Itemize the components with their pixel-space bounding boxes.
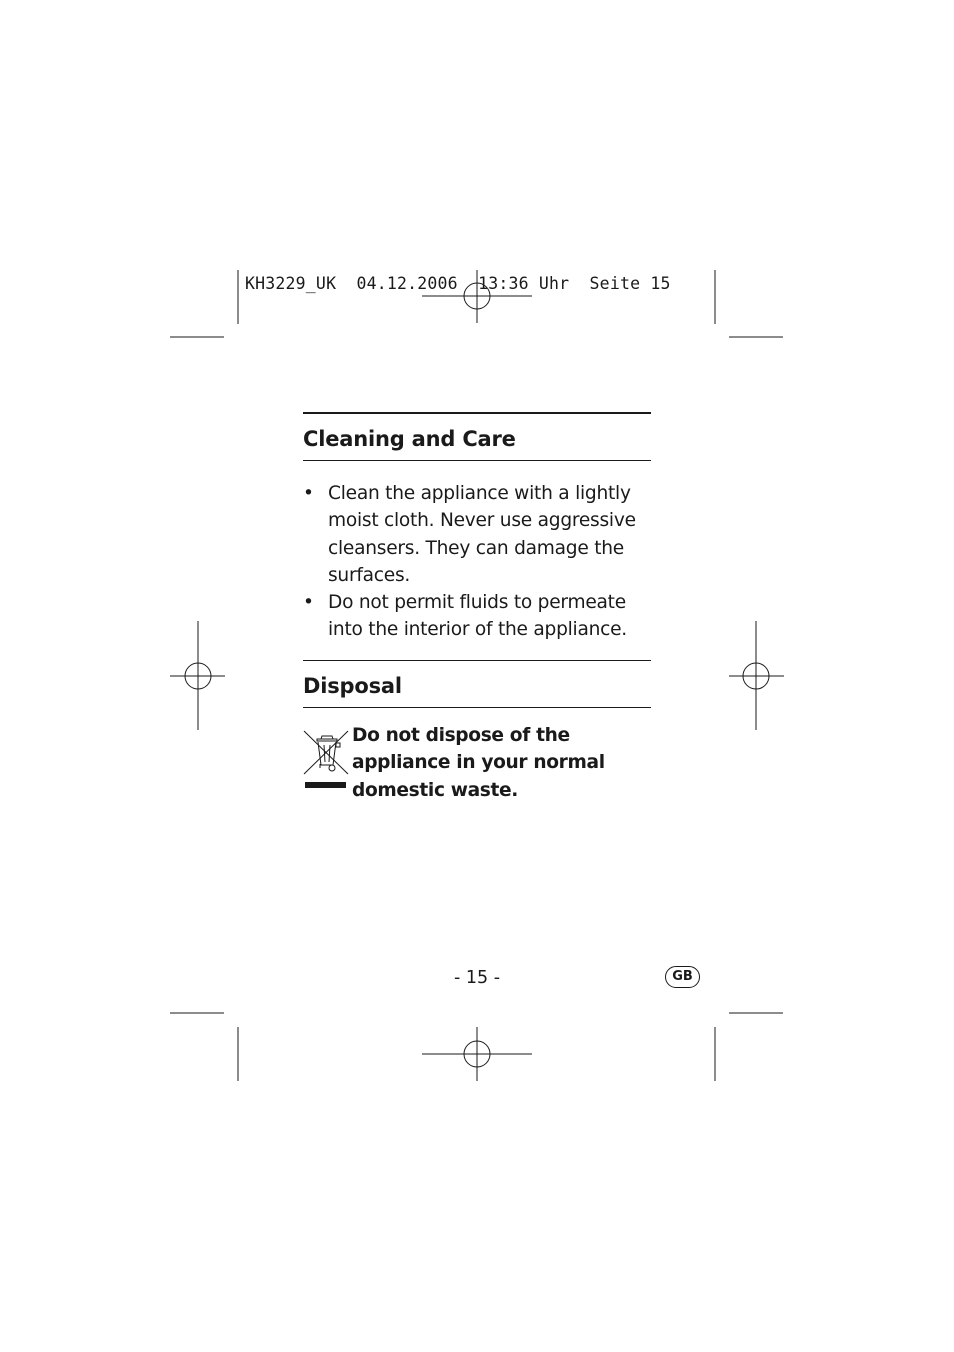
crossed-out-wheelie-bin-icon — [303, 730, 349, 790]
country-code-badge: GB — [665, 966, 700, 988]
list-item — [303, 480, 651, 589]
cleaning-section — [303, 412, 651, 644]
disposal-warning-text: Do not dispose of the appliance in your normal domestic waste. — [352, 724, 605, 801]
section-bottom-rule — [303, 460, 651, 461]
disposal-section — [303, 660, 651, 818]
list-item-text: Do not permit fluids to permeate into the interior of the appliance. — [328, 592, 627, 641]
page-number: - 15 - — [453, 968, 501, 988]
bullet-icon: • — [303, 592, 314, 614]
list-item-text: Clean the appliance with a lightly moist cloth. Never use aggressive cleansers. They can damage the surfaces. — [328, 483, 636, 586]
cleaning-heading: Cleaning and Care — [303, 427, 516, 451]
disposal-heading: Disposal — [303, 673, 402, 698]
disposal-notice — [303, 724, 651, 818]
page-content — [303, 412, 651, 818]
print-slug-header: KH3229_UK 04.12.2006 13:36 Uhr Seite 15 — [245, 274, 671, 293]
section-bottom-rule — [303, 707, 651, 708]
list-item — [303, 589, 651, 644]
bullet-icon: • — [303, 483, 314, 504]
cleaning-instructions-list — [303, 480, 651, 644]
